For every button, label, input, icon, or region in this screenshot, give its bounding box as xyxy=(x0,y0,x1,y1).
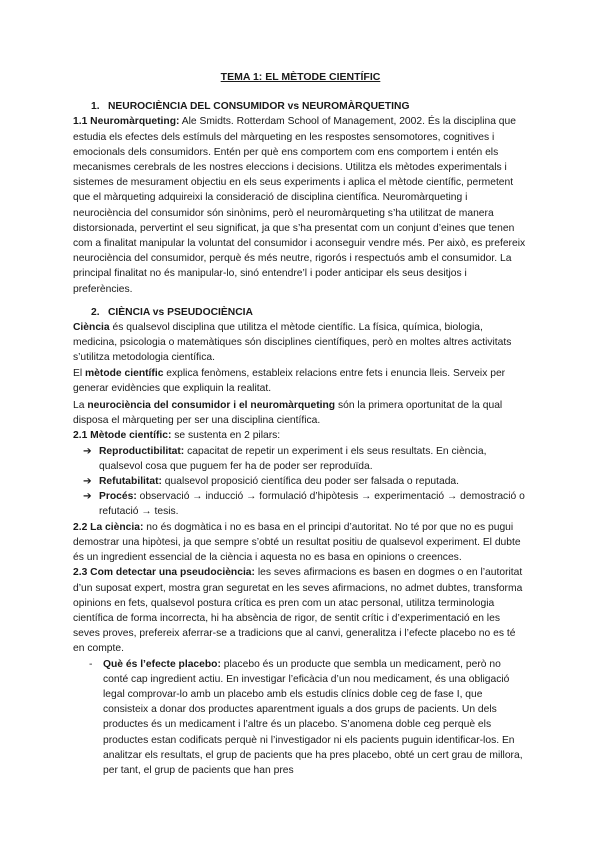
pillar-text: observació → inducció → formulació d’hipòtesis → experimentació → demostració o refutació → tesis. xyxy=(99,491,525,518)
list-item xyxy=(83,444,528,474)
list-item xyxy=(83,489,528,519)
pillar-text: qualsevol proposició científica deu poder ser falsada o reputada. xyxy=(161,476,460,488)
section-2-2-text: no és dogmàtica i no es basa en el principi d’autoritat. No té por que no es pugui demostrar una hipòtesi, ja que sempre s’obté un resultat positiu de qualsevol experiment. El dubte és un ingredient essencial de la ciència i aquesta no es basa en opinions o creences. xyxy=(73,521,521,564)
pillar-text: capacitat de repetir un experiment i els seus resultats. En ciència, qualsevol cosa que puguem fer ha de poder ser reproduïda. xyxy=(99,445,487,472)
metode-prefix: El xyxy=(73,367,86,379)
section-1-1-label: 1.1 Neuromàrqueting: xyxy=(73,116,180,128)
pillar-label: Refutabilitat: xyxy=(99,476,162,488)
list-item xyxy=(89,657,528,779)
arrow-bullet-icon: ➔ xyxy=(83,445,92,457)
section-2-2-label: 2.2 La ciència: xyxy=(73,521,144,533)
section-1-number: 1. xyxy=(91,101,100,113)
section-2-3-paragraph xyxy=(73,565,528,656)
pillar-label: Reproductibilitat: xyxy=(99,445,185,457)
section-1-heading xyxy=(73,99,528,114)
metode-paragraph xyxy=(73,366,528,396)
arrow-bullet-icon: ➔ xyxy=(83,491,92,503)
neuro-text: són la primera oportunitat de la qual disposa el màrqueting per ser una disciplina científica. xyxy=(73,400,503,427)
section-2-number: 2. xyxy=(91,306,100,318)
ciencia-text: és qualsevol disciplina que utilitza el mètode científic. La física, química, biologia, medicina, psicologia o matemàtiques són disciplines científiques, però en moltes altres activitats s’utilitza metodologia científica. xyxy=(73,322,512,364)
section-2-1-text: se sustenta en 2 pilars: xyxy=(171,430,281,442)
placebo-list xyxy=(73,657,528,779)
arrow-bullet-icon: ➔ xyxy=(83,476,92,488)
section-2-heading xyxy=(73,305,528,320)
placebo-text: placebo és un producte que sembla un medicament, però no conté cap ingredient actiu. En investigar l’eficàcia d’un nou medicament, és una obligació legal comprovar-lo amb un placebo amb els estudis clínics doble ceg de fase I, que consisteix a donar dos productes aparentment iguals a dos grups de pacients. Un dels productes és un medicament i l’altre és un placebo. S’anomena doble ceg perquè els productes estan codificats perquè ni l’investigador ni els pacients puguin identificar-los. En analitzar els resultats, el grup de pacients que ha pres placebo, obté un cert grau de millora, per tant, el grup de pacients que han pres xyxy=(103,658,523,776)
section-1-1-text: Ale Smidts. Rotterdam School of Management, 2002. És la disciplina que estudia els efectes dels estímuls del màrqueting en les respostes sensomotores, cognitives i emocionals dels consumidors. Entén per què ens comportem com ens comportem i entén els mecanismes cerebrals de les nostres eleccions i decisions. Utilitza els mètodes experimentals i sistemes de mesurament objectiu en els seus experiments i aplica el mètode científic, permetent que el màrqueting adquireixi la consideració de disciplina científica. Neuromàrqueting i neurociència del consumidor són sinònims, però el neuromàrqueting s’ha utilitzat de manera distorsionada, pervertint el seu significat, ja que s’ha presentat com un conjunt d’eines que tenen com a finalitat manipular la voluntat del consumidor i aconseguir vendre més. Per això, es prefereix neurociència del consumidor, perquè és més neutre, rigorós i respectuós amb el consumidor. La principal finalitat no és manipular-lo, sinó entendre’l i poder anticipar els seus desitjos i preferències. xyxy=(73,116,526,295)
section-2-3-text: les seves afirmacions es basen en dogmes o en l’autoritat d’un suposat expert, mostra gran seguretat en les seves afirmacions, no admet dubtes, transforma opinions en fets, qualsevol postura crítica es pren com un atac personal, utilitza terminologia científica de forma incorrecta, hi ha absència de rigor, de sentit crític i d’experimentació en les seves proves, prefereix aferrar-se a tradicions que al canvi, generalitza i l’efecte placebo no es té en compte. xyxy=(73,567,523,655)
neuro-prefix: La xyxy=(73,400,88,412)
metode-text: explica fenòmens, estableix relacions entre fets i enuncia lleis. Serveix per generar evidències que expliquin la realitat. xyxy=(73,367,506,394)
section-2-1-label: 2.1 Mètode científic: xyxy=(73,430,172,442)
section-2-1-paragraph xyxy=(73,428,528,443)
neuro-term: neurociència del consumidor i el neuromàrqueting xyxy=(87,400,336,412)
placebo-label: Què és l’efecte placebo: xyxy=(103,658,221,670)
document-page xyxy=(73,70,528,778)
pillar-label: Procés: xyxy=(99,491,137,503)
pillars-list xyxy=(73,444,528,520)
section-2-3-label: 2.3 Com detectar una pseudociència: xyxy=(73,567,255,579)
document-title: TEMA 1: EL MÈTODE CIENTÍFIC xyxy=(220,71,381,83)
section-1-1-paragraph xyxy=(73,114,528,296)
section-2-2-paragraph xyxy=(73,520,528,566)
section-1-heading-text: NEUROCIÈNCIA DEL CONSUMIDOR vs NEUROMÀRQUETING xyxy=(108,101,410,113)
dash-bullet-icon: - xyxy=(89,658,93,670)
section-2-heading-text: CIÈNCIA vs PSEUDOCIÈNCIA xyxy=(108,306,253,318)
list-item xyxy=(83,474,528,489)
neuro-paragraph xyxy=(73,398,528,428)
metode-term: mètode científic xyxy=(85,367,164,379)
ciencia-paragraph xyxy=(73,320,528,366)
ciencia-term: Ciència xyxy=(73,322,110,334)
